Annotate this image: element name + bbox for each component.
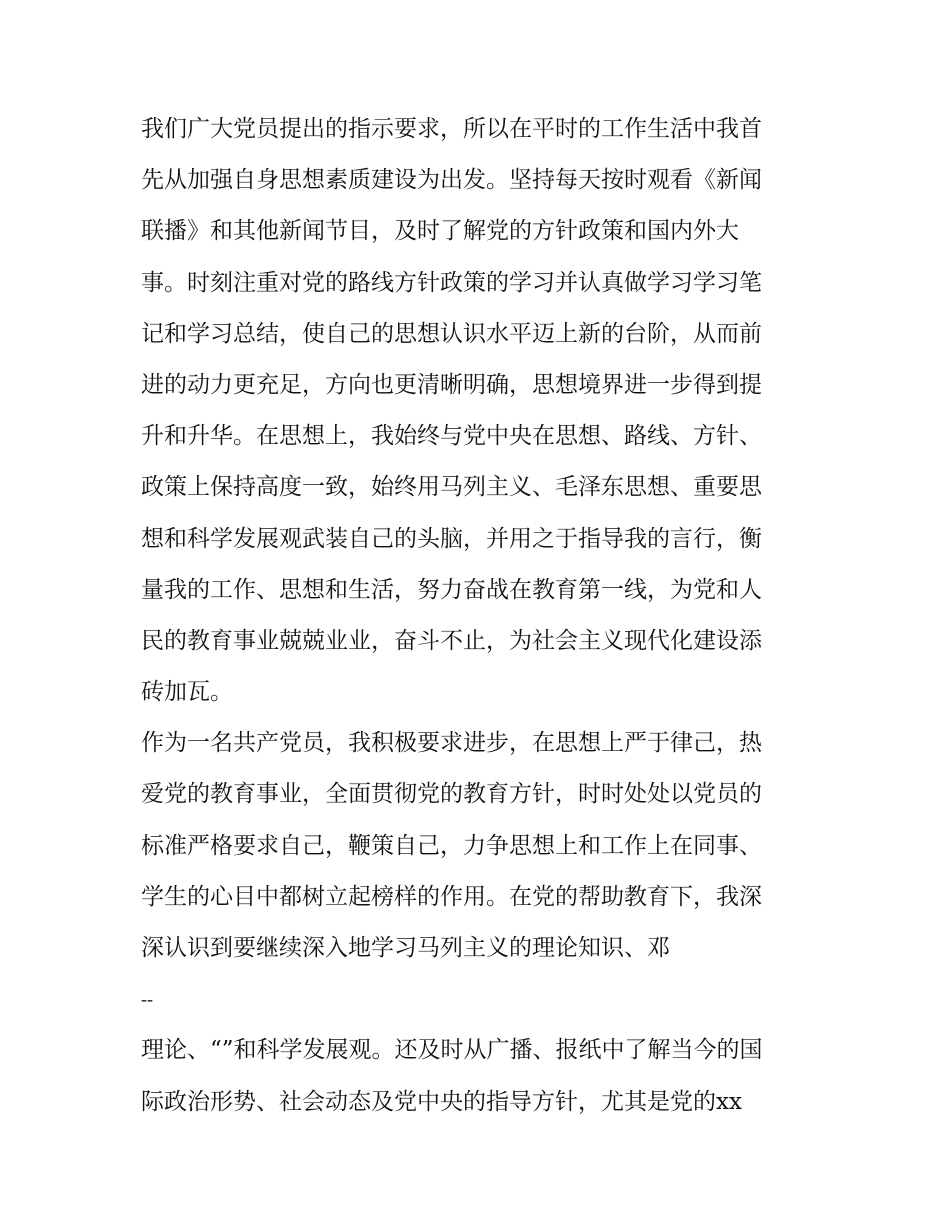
text-line: 进的动力更充足，方向也更清晰明确，思想境界进一步得到提 bbox=[141, 371, 762, 398]
page-separator: -- bbox=[141, 989, 153, 1010]
text-line: 学生的心目中都树立起榜样的作用。在党的帮助教育下，我深 bbox=[141, 883, 762, 910]
text-line: 作为一名共产党员，我积极要求进步，在思想上严于律己，热 bbox=[141, 730, 762, 757]
text-line: 砖加瓦。 bbox=[141, 679, 233, 706]
text-line: 量我的工作、思想和生活，努力奋战在教育第一线，为党和人 bbox=[141, 576, 762, 603]
text-line: 事。时刻注重对党的路线方针政策的学习并认真做学习学习笔 bbox=[141, 269, 762, 296]
text-line: 理论、“”和科学发展观。还及时从广播、报纸中了解当今的国 bbox=[141, 1037, 763, 1064]
text-line: 我们广大党员提出的指示要求，所以在平时的工作生活中我首 bbox=[141, 116, 762, 142]
text-line: 想和科学发展观武装自己的头脑，并用之于指导我的言行，衡 bbox=[141, 525, 762, 552]
text-line: 标准严格要求自己，鞭策自己，力争思想上和工作上在同事、 bbox=[141, 832, 762, 859]
text-line: 深认识到要继续深入地学习马列主义的理论知识、邓 bbox=[141, 935, 670, 961]
body-text bbox=[141, 104, 831, 1128]
text-line: 记和学习总结，使自己的思想认识水平迈上新的台阶，从而前 bbox=[141, 320, 762, 347]
text-line: 爱党的教育事业，全面贯彻党的教育方针，时时处处以党员的 bbox=[141, 781, 762, 808]
text-line: 联播》和其他新闻节目，及时了解党的方针政策和国内外大 bbox=[141, 218, 739, 245]
text-line: 民的教育事业兢兢业业，奋斗不止，为社会主义现代化建设添 bbox=[141, 627, 762, 654]
text-line: 先从加强自身思想素质建设为出发。坚持每天按时观看《新闻 bbox=[141, 167, 762, 194]
text-line: 政策上保持高度一致，始终用马列主义、毛泽东思想、重要思 bbox=[141, 474, 762, 501]
text-line: 升和升华。在思想上，我始终与党中央在思想、路线、方针、 bbox=[141, 423, 762, 450]
text-line: 际政治形势、社会动态及党中央的指导方针，尤其是党的xx bbox=[141, 1088, 742, 1115]
